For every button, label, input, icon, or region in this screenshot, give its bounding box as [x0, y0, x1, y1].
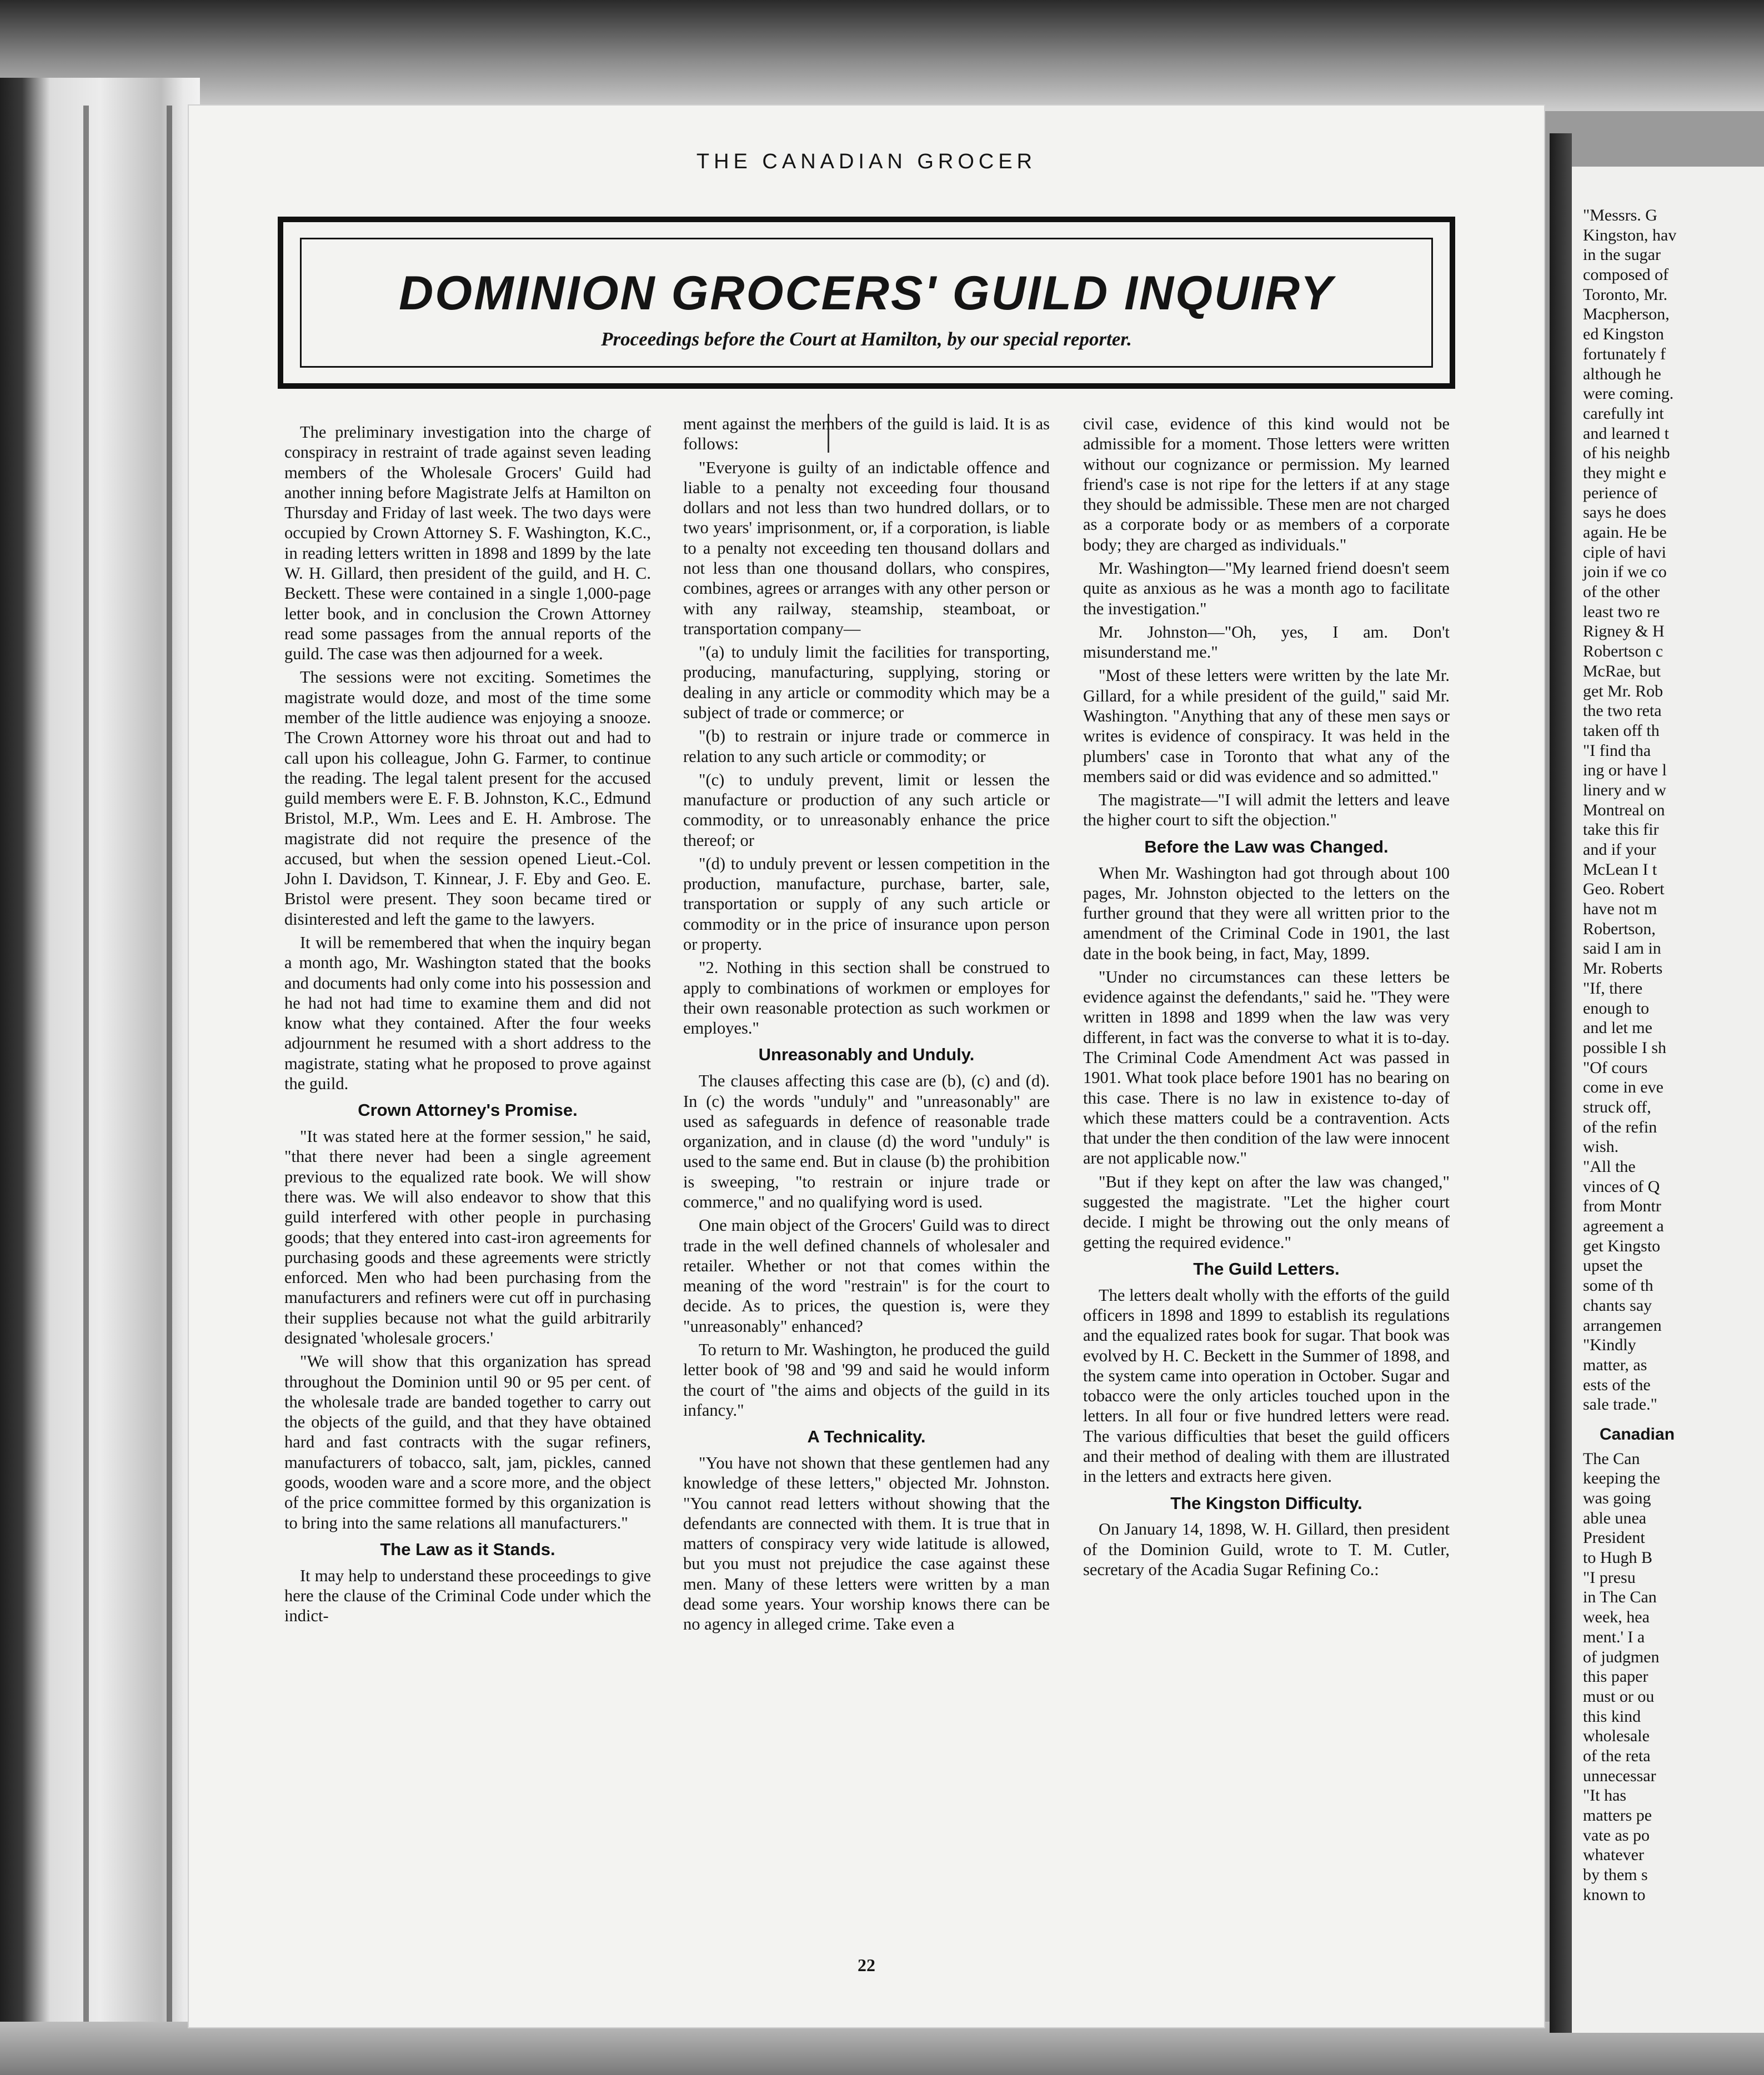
text-line: Robertson c	[1583, 642, 1663, 661]
text-line: was going	[1583, 1489, 1651, 1507]
text-line: upset the	[1583, 1256, 1643, 1275]
paragraph: The clauses affecting this case are (b), (c) and (d). In (c) the words "unduly" and "unreasonably" are used as safeguards in defence of reasonable trade organization, and in clause (d) the word "unduly" is used to the same end. But in clause (b) the prohibition is sweeping, "to restrain or injure trade or commerce," and no qualifying word is used.	[683, 1071, 1050, 1211]
text-line: get Kingsto	[1583, 1236, 1661, 1255]
paragraph: When Mr. Washington had got through about 100 pages, Mr. Johnston objected to the letters on the further ground that they were all written prior to the amendment of the Criminal Code in 1901, the last date in the book being, in fact, May, 1899.	[1083, 863, 1450, 963]
text-line: matter, as	[1583, 1355, 1647, 1374]
text-line: the two reta	[1583, 701, 1662, 720]
text-line: "Messrs. G	[1583, 206, 1657, 224]
text-line: this paper	[1583, 1667, 1648, 1686]
text-line: whatever	[1583, 1846, 1644, 1865]
headline-box	[278, 217, 1455, 389]
text-line: fortunately f	[1583, 344, 1666, 363]
paragraph: "It was stated here at the former session," he said, "that there never had been a single agreement previous to the equalized rate book. We will show there was. We will also endeavor to show that this guild interfered with other people in purchasing goods; that they entered into cast-iron agreements for purchasing goods and these agreements were strictly enforced. Men who had been purchasing from the manufacturers and refiners were cut off in purchasing their supplies because not what the guild arbitrarily designated 'wholesale grocers.'	[284, 1127, 651, 1347]
section-heading: The Guild Letters.	[1193, 1259, 1340, 1279]
facing-page-fragment	[1572, 167, 1764, 2033]
scanner-shadow-bottom	[0, 2022, 1764, 2075]
headline-box-inner-rule	[300, 238, 1433, 368]
text-line: known to	[1583, 1885, 1646, 1904]
paragraph: "(b) to restrain or injure trade or commerce in relation to any such article or commodity; or	[683, 726, 1050, 766]
text-line: says he does	[1583, 503, 1666, 522]
text-line: in the sugar	[1583, 245, 1661, 264]
text-line: must or ou	[1583, 1687, 1655, 1706]
article-column-2	[683, 414, 1050, 1913]
running-head: THE CANADIAN GROCER	[696, 150, 1037, 173]
text-line: sale trade."	[1583, 1395, 1657, 1414]
text-line: least two re	[1583, 602, 1660, 621]
text-line: matters pe	[1583, 1806, 1652, 1825]
text-line: take this fir	[1583, 820, 1659, 839]
magazine-page	[189, 106, 1544, 2027]
page-number: 22	[858, 1955, 875, 1975]
paragraph: civil case, evidence of this kind would not be admissible for a moment. Those letters were written without our cognizance or permission. My learned friend's case is not ripe for the letters if at any stage they should be admissible. These men are not charged as a corporate body or as members of a corporate body; they are charged as individuals."	[1083, 414, 1450, 554]
paragraph: It may help to understand these proceedings to give here the clause of the Criminal Code under which the indict-	[284, 1566, 651, 1626]
text-line: and let me	[1583, 1019, 1652, 1038]
text-line: wholesale	[1583, 1727, 1650, 1746]
text-line: President	[1583, 1528, 1645, 1547]
text-line: The Can	[1583, 1449, 1640, 1468]
text-line: of the reta	[1583, 1746, 1651, 1765]
text-line: ed Kingston	[1583, 325, 1664, 344]
text-line: agreement a	[1583, 1217, 1664, 1236]
page-edge-stripe	[83, 106, 89, 2075]
text-line: "Kindly	[1583, 1336, 1636, 1355]
text-line: ment.' I a	[1583, 1627, 1645, 1646]
article-column-1	[284, 422, 651, 1922]
paragraph: Mr. Johnston—"Oh, yes, I am. Don't misunderstand me."	[1083, 622, 1450, 662]
paragraph: The letters dealt wholly with the efforts of the guild officers in 1898 and 1899 to establish its regulations and the equalized rates book for sugar. That book was evolved by H. C. Beckett in the Summer of 1898, and the system came into operation in October. Sugar and tobacco were the only articles touched upon in the letters. In all four or five hundred letters were read. The various difficulties that beset the guild officers and their method of dealing with them are illustrated in the letters and extracts here given.	[1083, 1285, 1450, 1486]
text-line: Toronto, Mr.	[1583, 285, 1668, 304]
text-line: unnecessar	[1583, 1766, 1656, 1785]
text-line: to Hugh B	[1583, 1548, 1653, 1567]
paragraph: "But if they kept on after the law was changed," suggested the magistrate. "Let the higher court decide. I might be throwing out the only means of getting the required evidence."	[1083, 1172, 1450, 1252]
text-line: said I am in	[1583, 939, 1661, 958]
text-line: of the other	[1583, 583, 1660, 602]
text-line: some of th	[1583, 1276, 1653, 1295]
text-line: carefully int	[1583, 404, 1664, 423]
paragraph: "We will show that this organization has spread throughout the Dominion until 90 or 95 per cent. of the wholesale trade are banded together to carry out the objects of the guild, and that they have obtained hard and fast contracts with the sugar refiners, manufacturers of tobacco, salt, jam, pickles, canned goods, wooden ware and a score more, and the object of the price committee formed by this organization is to bring into the same relations all manufacturers."	[284, 1352, 651, 1532]
article-column-3	[1083, 414, 1450, 1913]
text-line: "It has	[1583, 1786, 1627, 1805]
text-line: join if we co	[1583, 563, 1667, 582]
section-heading: The Kingston Difficulty.	[1170, 1493, 1362, 1513]
paragraph: ment against the members of the guild is laid. It is as follows:	[683, 414, 1050, 454]
text-line: get Mr. Rob	[1583, 681, 1663, 700]
section-heading: Unreasonably and Unduly.	[758, 1045, 975, 1065]
text-line: come in eve	[1583, 1078, 1663, 1097]
paragraph: It will be remembered that when the inquiry began a month ago, Mr. Washington stated that the books and documents had only come into his possession and he had not had time to examine them and did not know what they contained. After the four weeks adjournment he resumed with a short address to the magistrate, stating what he proposed to prove against the guild.	[284, 933, 651, 1093]
text-line: ing or have l	[1583, 761, 1667, 780]
text-line: "If, there	[1583, 979, 1643, 998]
text-line: "I presu	[1583, 1568, 1636, 1587]
text-line: ciple of havi	[1583, 543, 1666, 562]
text-line: Kingston, hav	[1583, 225, 1677, 244]
text-line: and learned t	[1583, 424, 1669, 443]
text-line: this kind	[1583, 1707, 1641, 1726]
text-line: and if your	[1583, 840, 1656, 859]
facing-page-column	[1583, 206, 1764, 1904]
text-line: again. He be	[1583, 523, 1667, 542]
paragraph: One main object of the Grocers' Guild was to direct trade in the well defined channels of wholesaler and retailer. Whether or not that comes within the meaning of the word "restrain" is for the court to decide. As to prices, the question is, were they "unreasonably" enhanced?	[683, 1216, 1050, 1336]
text-line: Rigney & H	[1583, 622, 1665, 641]
paragraph: The magistrate—"I will admit the letters and leave the higher court to sift the objection."	[1083, 790, 1450, 830]
section-heading: The Law as it Stands.	[380, 1539, 555, 1559]
text-line: Montreal on	[1583, 800, 1665, 819]
text-line: Mr. Roberts	[1583, 959, 1663, 978]
text-line: "Of cours	[1583, 1058, 1648, 1077]
text-line: vinces of Q	[1583, 1177, 1660, 1196]
text-line: of the refin	[1583, 1117, 1657, 1136]
text-line: McRae, but	[1583, 661, 1661, 680]
text-line: enough to	[1583, 999, 1650, 1018]
paragraph: The preliminary investigation into the charge of conspiracy in restraint of trade against seven leading members of the Wholesale Grocers' Guild had another inning before Magistrate Jelfs at Hamilton on Thursday and Friday of last week. The two days were occupied by Crown Attorney S. F. Washington, K.C., in reading letters written in 1898 and 1899 by the late W. H. Gillard, then president of the guild, and H. C. Beckett. These were contained in a single 1,000-page letter book, and in conclusion the Crown Attorney read some passages from the annual reports of the guild. The case was then adjourned for a week.	[284, 423, 651, 664]
text-line: possible I sh	[1583, 1038, 1666, 1057]
text-line: of his neighb	[1583, 444, 1670, 463]
paragraph: "Most of these letters were written by the late Mr. Gillard, for a while president of the guild," said Mr. Washington. "Anything that any of these men says or writes is evidence of conspiracy. It was held in the plumbers' case in Toronto that what any of the members said or did was evidence and so admitted."	[1083, 666, 1450, 786]
page-edge-stripe	[167, 106, 172, 2075]
section-heading: A Technicality.	[807, 1427, 926, 1447]
text-line: struck off,	[1583, 1097, 1651, 1116]
paragraph: Mr. Washington—"My learned friend doesn't seem quite as anxious as he was a month ago to facilitate the investigation."	[1083, 558, 1450, 618]
text-line: Robertson,	[1583, 919, 1656, 938]
text-line: chants say	[1583, 1296, 1652, 1315]
text-line: wish.	[1583, 1137, 1619, 1156]
paragraph: "Everyone is guilty of an indictable offence and liable to a penalty not exceeding four thousand dollars and not less than two hundred dollars, or to two years' imprisonment, or, if a corporation, is liable to a penalty not exceeding ten thousand dollars and not less than one thousand dollars, who conspires, combines, agrees or arranges with any other person or with any railway, steamship, steamboat, or transportation company—	[683, 458, 1050, 638]
subheadline: Proceedings before the Court at Hamilton, by our special reporter.	[601, 328, 1132, 350]
paragraph: The sessions were not exciting. Sometimes the magistrate would doze, and most of the time some member of the little audience was enjoying a snooze. The Crown Attorney wore his throat out and had to call upon his colleague, John G. Farmer, to continue the reading. The legal talent present for the accused guild members were E. F. B. Johnston, K.C., Edmund Bristol, M.P., Wm. Lees and E. H. Ambrose. The magistrate did not require the presence of the accused, but when the session opened Lieut.-Col. John I. Davidson, T. Kinnear, J. F. Eby and Geo. E. Bristol were present. They soon became tired or disinterested and left the game to the lawyers.	[284, 668, 651, 929]
text-line: by them s	[1583, 1866, 1648, 1884]
text-line: have not m	[1583, 900, 1657, 919]
text-line: McLean I t	[1583, 860, 1657, 879]
text-line: "All the	[1583, 1157, 1636, 1176]
text-line: ests of the	[1583, 1375, 1651, 1394]
text-line: of judgmen	[1583, 1647, 1660, 1666]
scanner-shadow-top	[0, 0, 1764, 111]
text-line: perience of	[1583, 483, 1658, 502]
paragraph: "(c) to unduly prevent, limit or lessen the manufacture or production of any such article or commodity, or to unreasonably enhance the price thereof; or	[683, 770, 1050, 850]
text-line: from Montr	[1583, 1197, 1661, 1216]
paragraph: "(d) to unduly prevent or lessen competition in the production, manufacture, purchase, barter, sale, transportation or supply of any such article or commodity or in the price of insurance upon person or property.	[683, 854, 1050, 954]
text-line: arrangemen	[1583, 1316, 1662, 1335]
text-line: although he	[1583, 364, 1661, 383]
text-line: taken off th	[1583, 721, 1660, 740]
text-line: composed of	[1583, 265, 1669, 284]
text-line: linery and w	[1583, 780, 1666, 799]
paragraph: To return to Mr. Washington, he produced the guild letter book of '98 and '99 and said he would inform the court of "the aims and objects of the guild in its infancy."	[683, 1340, 1050, 1420]
text-line: week, hea	[1583, 1608, 1650, 1627]
paragraph: "Under no circumstances can these letters be evidence against the defendants," said he. "They were written in 1898 and 1899 when the law was very different, in fact was the converse to what it is to-day. The Criminal Code Amendment Act was passed in 1901. What took place before 1901 has no bearing on this case. There is no law in existence to-day of which these matters could be a contravention. Acts that under the then condition of the law were innocent are not applicable now."	[1083, 967, 1450, 1168]
text-line: they might e	[1583, 463, 1666, 482]
text-line: vate as po	[1583, 1826, 1650, 1845]
section-heading: Canadian	[1600, 1425, 1675, 1444]
text-line: Geo. Robert	[1583, 880, 1665, 899]
text-line: able unea	[1583, 1508, 1647, 1527]
book-gutter-shadow	[1550, 133, 1572, 2033]
text-line: Macpherson,	[1583, 305, 1670, 324]
text-line: "I find tha	[1583, 741, 1651, 760]
text-line: in The Can	[1583, 1588, 1657, 1607]
section-heading: Before the Law was Changed.	[1144, 836, 1389, 856]
section-heading: Crown Attorney's Promise.	[358, 1100, 578, 1120]
paragraph: On January 14, 1898, W. H. Gillard, then president of the Dominion Guild, wrote to T. M. Cutler, secretary of the Acadia Sugar Refining Co.:	[1083, 1520, 1450, 1579]
text-line: were coming.	[1583, 384, 1674, 403]
paragraph: "2. Nothing in this section shall be construed to apply to combinations of workmen or employes for their own reasonable protection as such workmen or employes."	[683, 958, 1050, 1038]
paragraph: "You have not shown that these gentlemen had any knowledge of these letters," objected Mr. Johnston. "You cannot read letters without showing that the defendants are connected with them. It is true that in matters of conspiracy very wide latitude is allowed, but you must not prejudice the case against these men. Many of these letters were written by a man dead some years. Your worship knows there can be no agency in alleged crime. Take even a	[683, 1453, 1050, 1634]
paragraph: "(a) to unduly limit the facilities for transporting, producing, manufacturing, supplying, storing or dealing in any article or commodity which may be a subject of trade or commerce; or	[683, 643, 1050, 722]
headline: DOMINION GROCERS' GUILD INQUIRY	[399, 267, 1334, 320]
text-line: keeping the	[1583, 1469, 1661, 1488]
